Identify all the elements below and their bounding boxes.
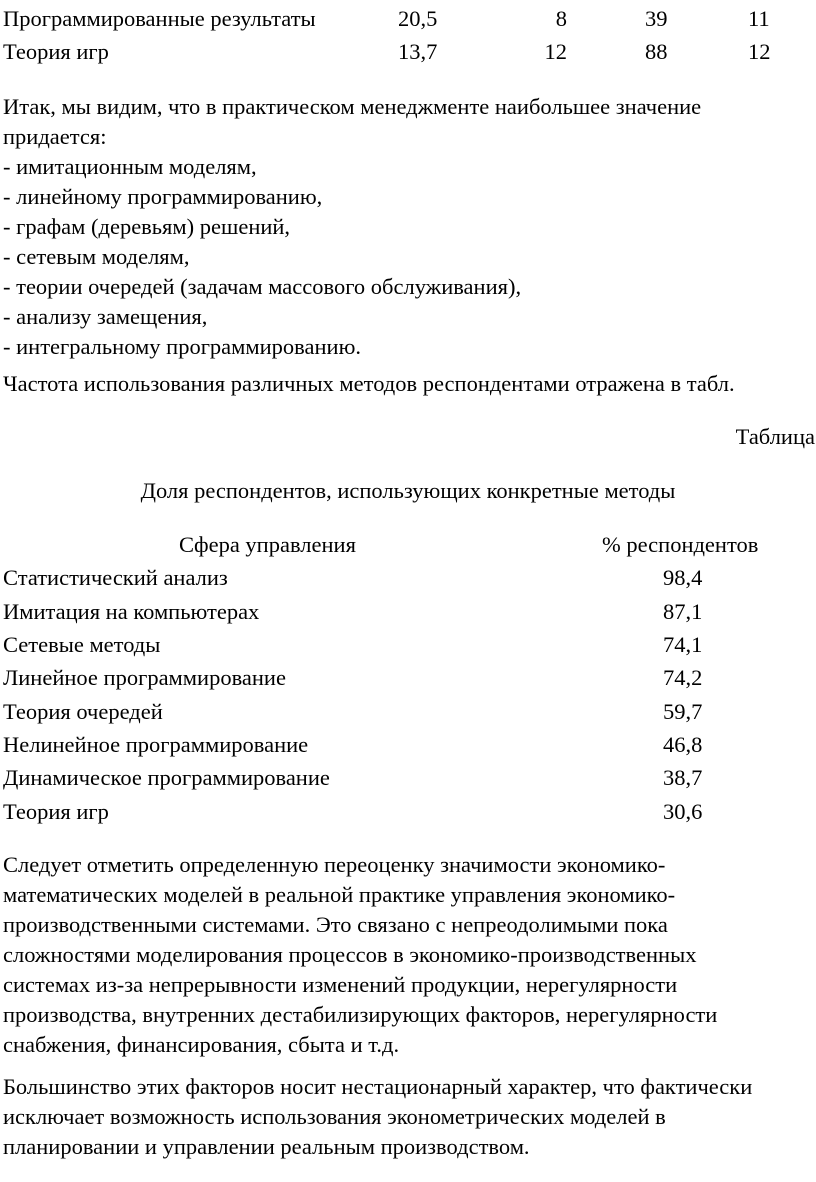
row-label: Линейное программирование — [3, 665, 286, 690]
table-row — [3, 597, 816, 627]
row-label: Теория игр — [3, 799, 109, 824]
row-label: Теория игр — [3, 39, 109, 64]
row-value-4: 12 — [748, 39, 771, 64]
row-value: 98,4 — [663, 565, 703, 590]
table-label: Таблица — [735, 424, 815, 449]
paragraph-line: системах из-за непрерывности изменений продукции, нерегулярности — [3, 972, 678, 997]
paragraph-line: производственными системами. Это связано с непреодолимыми пока — [3, 912, 668, 937]
paragraph-line: сложностями моделирования процессов в экономико-производственных — [3, 942, 697, 967]
list-item: - теории очередей (задачам массового обслуживания), — [3, 274, 522, 299]
list-item: - сетевым моделям, — [3, 244, 190, 269]
paragraph-line: исключает возможность использования эконометрических моделей в — [3, 1104, 666, 1129]
row-value: 74,1 — [663, 632, 703, 657]
row-label: Теория очередей — [3, 699, 163, 724]
table-row — [3, 630, 816, 660]
header-percent: % респондентов — [602, 532, 759, 557]
header-sphere: Сфера управления — [179, 532, 356, 557]
row-label: Имитация на компьютерах — [3, 599, 260, 624]
row-value-3: 88 — [645, 39, 668, 64]
row-value: 38,7 — [663, 765, 703, 790]
list-item: - имитационным моделям, — [3, 154, 257, 179]
list-item: - интегральному программированию. — [3, 334, 362, 359]
list-item: - анализу замещения, — [3, 304, 208, 329]
table-row — [3, 730, 816, 760]
row-label: Статистический анализ — [3, 565, 228, 590]
row-value: 59,7 — [663, 699, 703, 724]
row-label: Нелинейное программирование — [3, 732, 309, 757]
table-row — [3, 797, 816, 827]
paragraph-line: Частота использования различных методов респондентами отражена в табл. — [3, 371, 735, 396]
paragraph-line: снабжения, финансирования, сбыта и т.д. — [3, 1032, 400, 1057]
paragraph-nonstationary — [3, 1072, 815, 1162]
row-value-1: 20,5 — [398, 6, 438, 31]
top-table-row — [3, 37, 816, 67]
row-label: Динамическое программирование — [3, 765, 330, 790]
paragraph-line: Большинство этих факторов носит нестационарный характер, что фактически — [3, 1074, 753, 1099]
top-table-row — [3, 4, 816, 34]
row-value-4: 11 — [748, 6, 770, 31]
row-value-3: 39 — [645, 6, 668, 31]
table-header-row — [3, 530, 816, 560]
paragraph-line: планировании и управлении реальным производством. — [3, 1134, 530, 1159]
table-row — [3, 697, 816, 727]
list-item: - графам (деревьям) решений, — [3, 214, 291, 239]
row-value-1: 13,7 — [398, 39, 438, 64]
frequency-sentence — [3, 369, 815, 399]
row-value: 74,2 — [663, 665, 703, 690]
row-value: 87,1 — [663, 599, 703, 624]
paragraph-line: придается: — [3, 124, 107, 149]
paragraph-line: производства, внутренних дестабилизирующих факторов, нерегулярности — [3, 1002, 718, 1027]
paragraph-line: Итак, мы видим, что в практическом менеджменте наибольшее значение — [3, 94, 702, 119]
paragraph-line: математических моделей в реальной практике управления экономико- — [3, 882, 676, 907]
paragraph-line: Следует отметить определенную переоценку значимости экономико- — [3, 852, 666, 877]
row-value-2: 12 — [544, 39, 567, 64]
row-value-2: 8 — [555, 6, 567, 31]
row-label: Программированные результаты — [3, 6, 316, 31]
row-label: Сетевые методы — [3, 632, 161, 657]
row-value: 30,6 — [663, 799, 703, 824]
table-row — [3, 563, 816, 593]
table-row — [3, 763, 816, 793]
table-row — [3, 663, 816, 693]
list-item: - линейному программированию, — [3, 184, 323, 209]
table-title: Доля респондентов, использующих конкретные методы — [140, 478, 676, 503]
row-value: 46,8 — [663, 732, 703, 757]
paragraph-overestimation — [3, 850, 815, 1060]
intro-paragraph — [3, 92, 815, 362]
